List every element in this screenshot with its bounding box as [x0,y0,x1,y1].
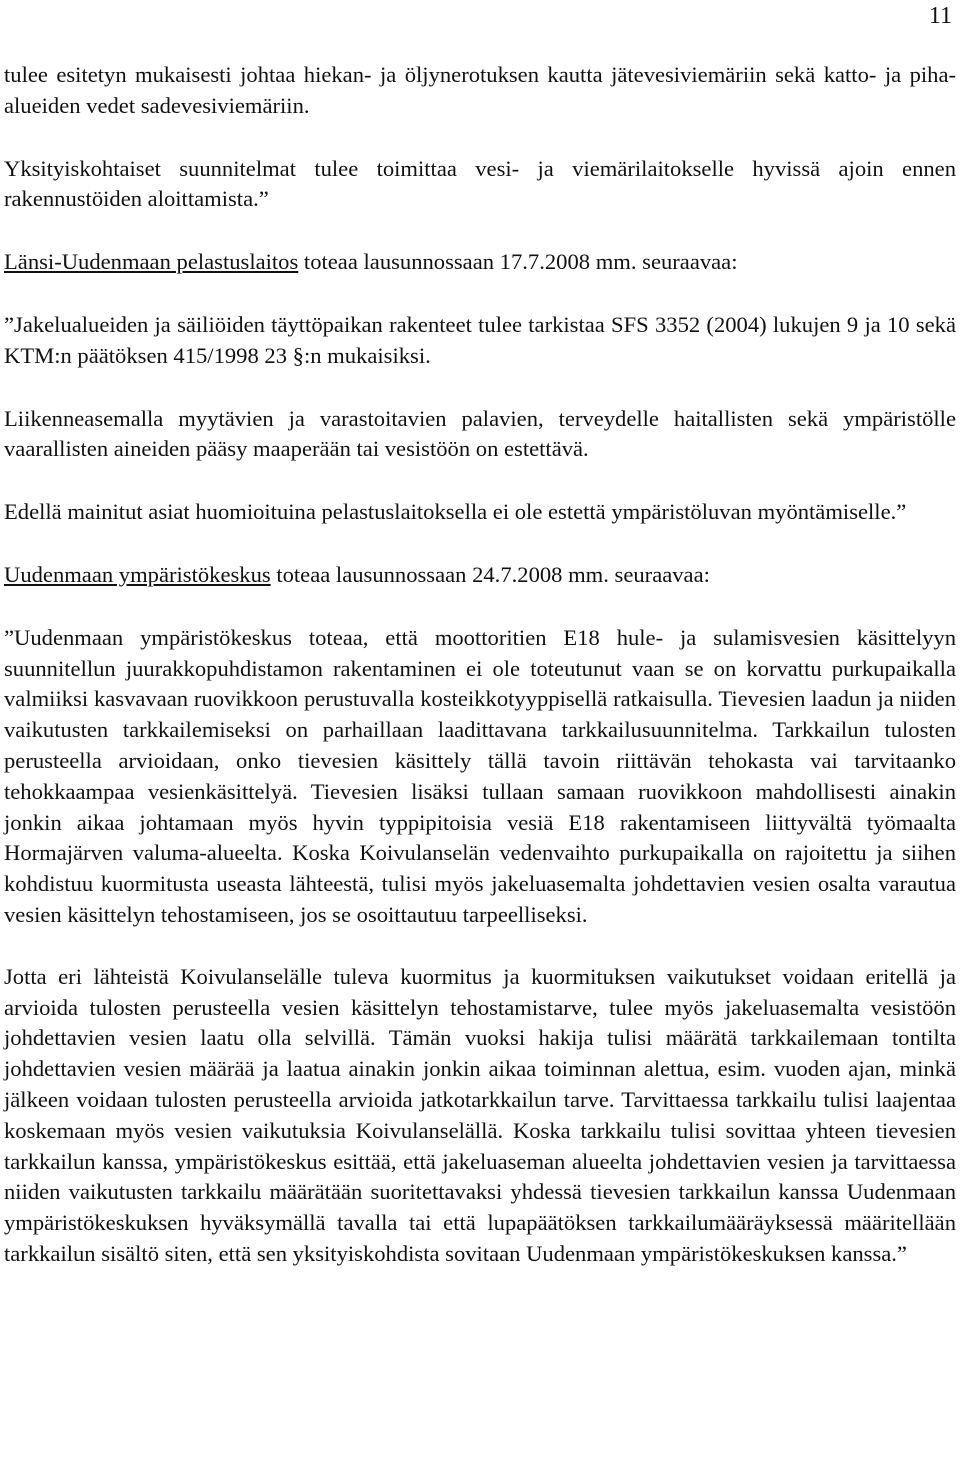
paragraph-4: ”Jakelualueiden ja säiliöiden täyttöpaikan rakenteet tulee tarkistaa SFS 3352 (2004) lukujen 9 ja 10 sekä KTM:n päätöksen 415/1998 23 §:n mukaisiksi. [4,311,956,368]
paragraph-3 [4,247,956,278]
paragraph-7 [4,560,956,591]
paragraph-3-text: toteaa lausunnossaan 17.7.2008 mm. seuraavaa: [298,249,738,275]
page-number: 11 [928,3,952,29]
organization-name-rescue-department: Länsi-Uudenmaan pelastuslaitos [4,249,299,275]
paragraph-8: ”Uudenmaan ympäristökeskus toteaa, että moottoritien E18 hule- ja sulamisvesien käsittelyyn suunnitellun juurakkopuhdistamon rakentaminen ei ole toteutunut vaan se on korvattu purkupaikalla valmiiksi kasvavaan ruovikkoon perustuvalla kosteikkotyyppisellä ratkaisulla. Tievesien laadun ja niiden vaikutusten tarkkailemiseksi on parhaillaan laadittavana tarkkailusuunnitelma. Tarkkailun tulosten perusteella arvioidaan, onko tievesien käsittely tällä tavoin riittävän tehokasta vai tarvitaanko tehokkaampaa vesienkäsittelyä. Tievesien lisäksi tullaan samaan ruovikkoon mahdollisesti ainakin jonkin aikaa johtamaan myös hyvin typpipitoisia vesiä E18 rakentamiseen liittyvältä työmaalta Hormajärven valuma-alueelta. Koska Koivulanselän vedenvaihto purkupaikalla on rajoitettu ja siihen kohdistuu kuormitusta useasta lähteestä, tulisi myös jakeluasemalta johdettavien vesien osalta varautua vesien käsittelyn tehostamiseen, jos se osoittautuu tarpeelliseksi. [4,624,956,927]
document-body [4,60,956,1302]
paragraph-2: Yksityiskohtaiset suunnitelmat tulee toimittaa vesi- ja viemärilaitokselle hyvissä ajoin ennen rakennustöiden aloittamista.” [4,155,956,212]
paragraph-7-text: toteaa lausunnossaan 24.7.2008 mm. seuraavaa: [270,561,710,587]
paragraph-1: tulee esitetyn mukaisesti johtaa hiekan- ja öljynerotuksen kautta jätevesiviemäriin sekä katto- ja piha-alueiden vedet sadevesiviemäriin. [4,62,956,118]
organization-name-environment-centre: Uudenmaan ympäristökeskus [4,561,271,587]
paragraph-5: Liikenneasemalla myytävien ja varastoitavien palavien, terveydelle haitallisten sekä ympäristölle vaarallisten aineiden pääsy maaperään tai vesistöön on estettävä. [4,405,956,462]
paragraph-6: Edellä mainitut asiat huomioituina pelastuslaitoksella ei ole estettä ympäristöluvan myöntämiselle.” [4,499,907,525]
paragraph-9: Jotta eri lähteistä Koivulanselälle tuleva kuormitus ja kuormituksen vaikutukset voidaan eritellä ja arvioida tulosten perusteella vesien käsittelyn tehostamistarve, tulee myös jakeluasemalta vesistöön johdettavien vesien laatu olla selvillä. Tämän vuoksi hakija tulisi määrätä tarkkailemaan tontilta johdettavien vesien määrää ja laatua ainakin jonkin aikaa toiminnan alettua, esim. vuoden ajan, minkä jälkeen voidaan tulosten perusteella arvioida jatkotarkkailun tarve. Tarvittaessa tarkkailu tulisi laajentaa koskemaan myös vesien vaikutuksia Koivulanselällä. Koska tarkkailu tulisi sovittaa yhteen tievesien tarkkailun kanssa, ympäristökeskus esittää, että jakeluaseman alueelta johdettavien vesien ja tarvittaessa niiden vaikutusten tarkkailu määrätään suoritettavaksi yhdessä tievesien tarkkailun kanssa Uudenmaan ympäristökeskuksen hyväksymällä tavalla tai että lupapäätöksen tarkkailumääräyksessä määritellään tarkkailun sisältö siten, että sen yksityiskohdista sovitaan Uudenmaan ympäristökeskuksen kanssa.” [4,963,956,1266]
